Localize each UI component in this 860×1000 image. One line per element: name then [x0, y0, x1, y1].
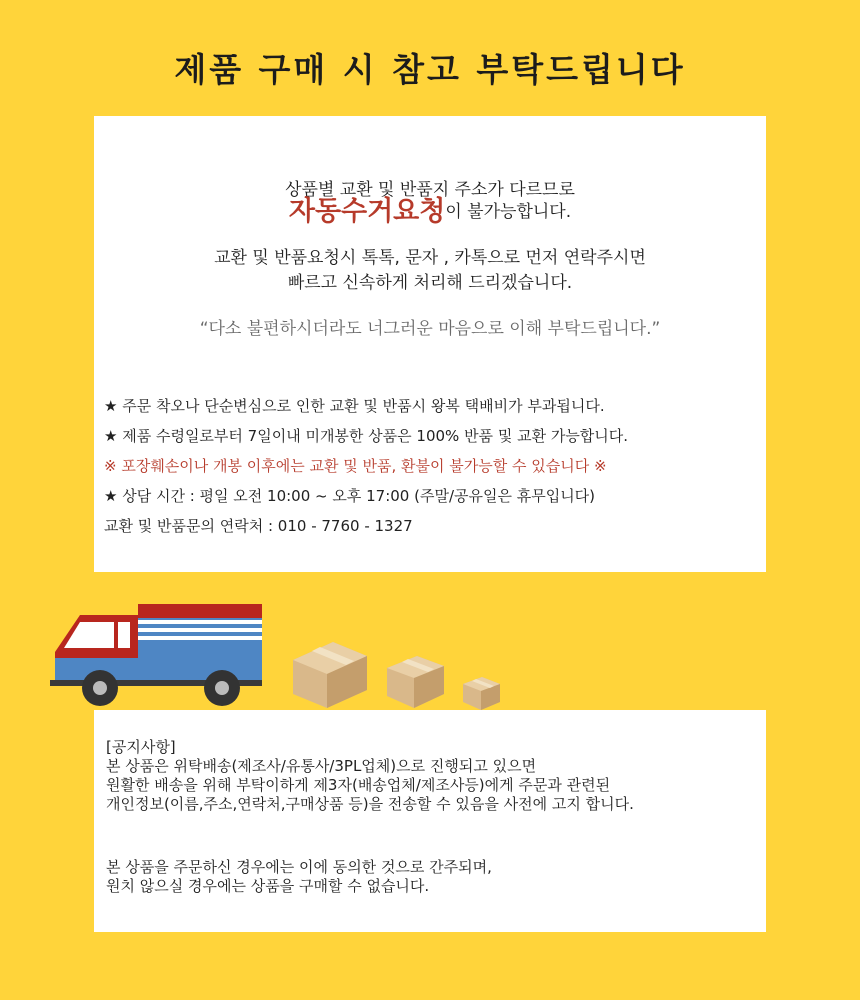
note-shipping-fee: ★ 주문 착오나 단순변심으로 인한 교환 및 반품시 왕복 택배비가 부과됩니다.	[104, 397, 605, 415]
notice-consignment	[106, 738, 634, 814]
parcel-box-icon	[463, 677, 500, 710]
notice-line: 본 상품은 위탁배송(제조사/유통사/3PL업체)으로 진행되고 있으면	[106, 757, 537, 775]
notice-line: 원치 않으실 경우에는 상품을 구매할 수 없습니다.	[106, 877, 430, 895]
note-warning: ※ 포장훼손이나 개봉 이후에는 교환 및 반품, 환불이 불가능할 수 있습니다 ※	[104, 457, 607, 475]
notice-line: 개인정보(이름,주소,연락처,구매상품 등)을 전송할 수 있음을 사전에 고지 합니다.	[106, 795, 634, 813]
page-title: 제품 구매 시 참고 부탁드립니다	[174, 50, 686, 89]
intro-line-3: 교환 및 반품요청시 톡톡, 문자 , 카톡으로 먼저 연락주시면	[214, 248, 646, 268]
parcel-box-icon	[293, 642, 367, 708]
notice-card	[94, 710, 766, 932]
note-7day-return: ★ 제품 수령일로부터 7일이내 미개봉한 상품은 100% 반품 및 교환 가능합니다.	[104, 427, 629, 445]
delivery-illustration	[50, 600, 510, 715]
intro-line-2-rest: 이 불가능합니다.	[445, 202, 572, 222]
notice-heading: [공지사항]	[106, 738, 176, 756]
parcel-box-icon	[387, 656, 444, 708]
delivery-truck-icon	[50, 604, 262, 706]
notice-line: 원활한 배송을 위해 부탁이하게 제3자(배송업체/제조사등)에게 주문과 관련된	[106, 776, 611, 794]
note-hours: ★ 상담 시간 : 평일 오전 10:00 ~ 오후 17:00 (주말/공유일은 휴무입니다)	[104, 487, 596, 505]
policy-notes	[104, 396, 764, 546]
notice-consent	[106, 858, 492, 896]
apology-quote: “다소 불편하시더라도 너그러운 마음으로 이해 부탁드립니다.”	[199, 319, 661, 339]
intro-line-1: 상품별 교환 및 반품지 주소가 다르므로	[285, 180, 575, 200]
auto-pickup-highlight: 자동수거요청	[288, 196, 446, 227]
notice-line: 본 상품을 주문하신 경우에는 이에 동의한 것으로 간주되며,	[106, 858, 492, 876]
intro-line-2	[94, 196, 766, 227]
return-policy-card	[94, 116, 766, 572]
intro-line-4: 빠르고 신속하게 처리해 드리겠습니다.	[287, 273, 573, 293]
note-contact: 교환 및 반품문의 연락처 : 010 - 7760 - 1327	[104, 517, 413, 535]
